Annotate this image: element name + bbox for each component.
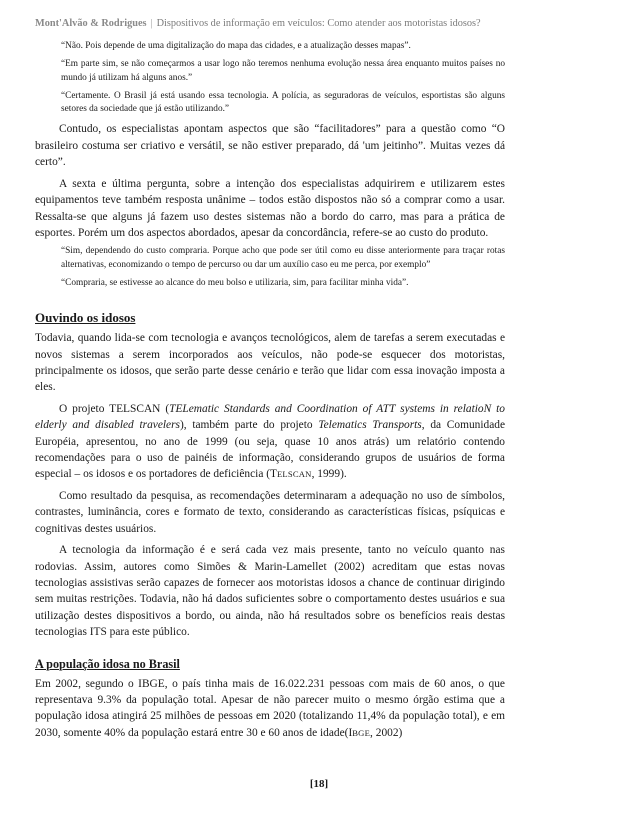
italic-term: TELematic Standards and Coordination of ATT systems in relatioN to elderly and disabled travelers — [35, 402, 505, 432]
quote-block: “Não. Pois depende de uma digitalização do mapa das cidades, e a atualização desses mapas”. — [61, 41, 411, 51]
quote-block: “Compraria, se estivesse ao alcance do meu bolso e utilizaria, sim, para facilitar minha vida”. — [61, 277, 409, 288]
paragraph: Como resultado da pesquisa, as recomendações determinaram a adequação no uso de símbolos, contrastes, luminância, cores e formato de texto, considerando as características físicas, psíquicas e cognitivas destes usuários. — [35, 489, 505, 535]
smallcaps-citation: BGE — [352, 727, 371, 738]
quote-block: “Sim, dependendo do custo compraria. Porque acho que pode ser útil como eu disse anteriormente para traçar rotas alternativas, economizando o tempo de percurso ou dar um auxílio caso eu me perca, por exemplo” — [61, 246, 505, 270]
text-run: Em 2002, segundo o IBGE, o país tinha mais de 16.022.231 pessoas com mais de 60 anos, o que representava 9.3% da população total. Apesar de não parecer muito o mesmo órgão estima que a população idosa atingirá 25 milhões de pessoas em 2020 (totalizando 11,4% da população total), e em 2030, somente 40% da população estará entre 30 e 60 anos de idade(I — [35, 677, 505, 739]
paragraph: Todavia, quando lida-se com tecnologia e avanços tecnológicos, alem de tarefas a serem executadas e novos sistemas a serem incorporados aos veículos, não pode-se esquecer dos motoristas, principalmente os idosos, que serão parte desse cenário e terão que lidar com essa inovação imposta a eles. — [35, 332, 505, 394]
paragraph: A sexta e última pergunta, sobre a intenção dos especialistas adquirirem e utilizarem estes equipamentos teve também resposta unânime – todos estão dispostos não só a comprar como a usar. Ressalta-se que alguns já fazem uso destes sistemas não a bordo do carro, mas para a prática de esportes. Porém um dos aspectos abordados, apesar da concordância, refere-se ao custo do produto. — [35, 177, 505, 239]
page-number: [18] — [309, 778, 329, 790]
section-heading: Ouvindo os idosos — [35, 310, 136, 326]
paragraph-populacao — [35, 676, 505, 742]
quote-block: “Em parte sim, se não começarmos a usar logo não teremos nenhuma evolução nessa área enquanto muitos países no mundo já utilizam há alguns anos.” — [61, 59, 505, 83]
paragraph: A tecnologia da informação é e será cada vez mais presente, tanto no veículo quanto nas rodovias. Assim, autores como Simões & Marin-Lamellet (2002) acreditam que estas novas tecnologias assistivas serão capazes de fornecer aos motoristas idosos a chance de continuar dirigindo sem muitas restrições. Todavia, não há dados suficientes sobre o comportamento destes usuários e sua utilização destes dispositivos a bordo, ou ainda, não há resultados sobre os benefícios reais destas tecnologias ITS para este público. — [35, 544, 505, 639]
paragraph: Contudo, os especialistas apontam aspectos que são “facilitadores” para a questão como “O brasileiro costuma ser criativo e versátil, se não estiver preparado, dá 'um jeitinho”. Muitas vezes dá certo”. — [35, 123, 505, 169]
header-title: Dispositivos de informação em veículos: Como atender aos motoristas idosos? — [156, 18, 481, 29]
text-run: , 1999). — [311, 468, 347, 481]
running-header — [35, 18, 618, 29]
header-separator: | — [150, 18, 153, 29]
quote-block: “Certamente. O Brasil já está usando essa tecnologia. A polícia, as seguradoras de veículos, esportistas são alguns setores da sociedade que já estão utilizando.” — [61, 90, 505, 115]
text-run: ), também parte do projeto — [179, 419, 319, 432]
header-authors: Mont'Alvão & Rodrigues — [35, 18, 147, 29]
body-content — [35, 40, 505, 741]
smallcaps-citation: ELSCAN — [276, 469, 312, 480]
text-run: , da Comunidade Européia, apresentou, no ano de 1999 (ou seja, quase 10 anos atrás) um relatório contendo recomendações para o uso de painéis de informação, considerando grupos de usuários de forma especial – os idosos e os portadores de deficiência (T — [35, 419, 505, 481]
text-run: O projeto TELSCAN ( — [59, 402, 170, 415]
text-run: , 2002) — [370, 726, 403, 739]
subsection-heading: A população idosa no Brasil — [35, 656, 180, 671]
paragraph-telscan — [35, 401, 505, 483]
italic-term: Telematics Transports — [318, 419, 422, 432]
